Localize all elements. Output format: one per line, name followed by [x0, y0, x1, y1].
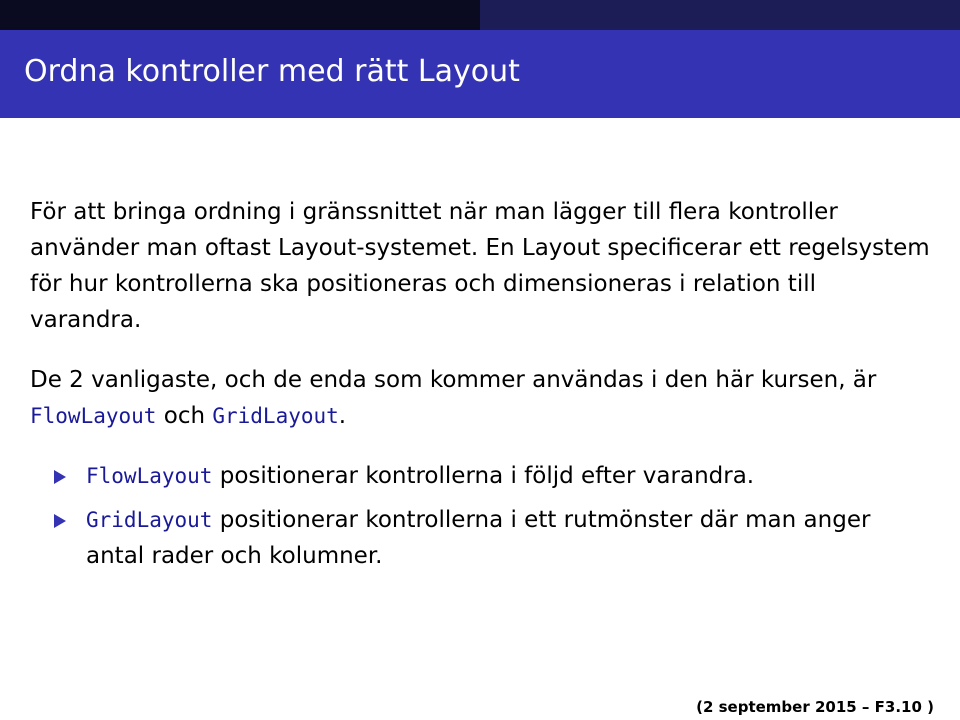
top-strip-right — [480, 0, 960, 30]
slide-content — [30, 194, 930, 582]
bullet-code: GridLayout — [86, 508, 213, 532]
triangle-bullet-icon — [54, 470, 66, 484]
layouts-paragraph-text: De 2 vanligaste, och de enda som kommer användas i den här kursen, är — [30, 367, 877, 393]
layouts-paragraph-end: . — [338, 403, 347, 429]
top-strip-left — [0, 0, 480, 30]
bullet-code: FlowLayout — [86, 464, 213, 488]
gridlayout-code: GridLayout — [212, 404, 339, 428]
layouts-paragraph-and: och — [156, 403, 213, 429]
flowlayout-code: FlowLayout — [30, 404, 157, 428]
bullet-text: positionerar kontrollerna i ett rutmönster där man anger antal rader och kolumner. — [86, 507, 871, 569]
slide-title-bar — [0, 30, 960, 118]
bullet-text: positionerar kontrollerna i följd efter varandra. — [212, 463, 755, 489]
bullet-item-gridlayout — [30, 502, 930, 574]
triangle-bullet-icon — [54, 514, 66, 528]
layouts-paragraph — [30, 362, 930, 434]
top-navigation-strip — [0, 0, 960, 30]
bullet-item-flowlayout — [30, 458, 930, 494]
slide-title: Ordna kontroller med rätt Layout — [24, 54, 520, 89]
intro-paragraph: För att bringa ordning i gränssnittet när man lägger till flera kontroller använder man oftast Layout-systemet. En Layout specificerar ett regelsystem för hur kontrollerna ska positioneras och dimensioneras i relation till varandra. — [30, 199, 930, 333]
bullet-list — [30, 458, 930, 574]
slide-footer: (2 september 2015 – F3.10 ) — [696, 698, 934, 716]
